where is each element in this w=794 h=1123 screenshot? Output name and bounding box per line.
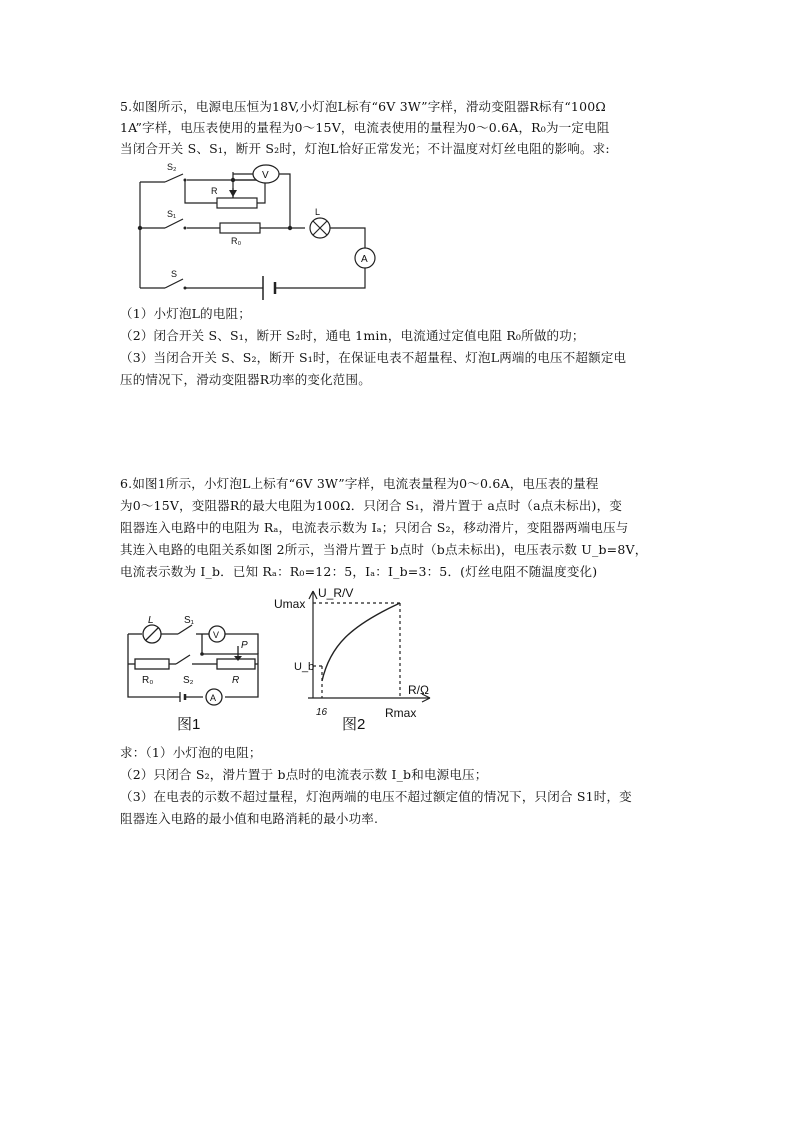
p6-fig1-circuit bbox=[120, 612, 270, 712]
svg-text:U_R/V: U_R/V bbox=[318, 586, 354, 600]
p6-line3: 阻器连入电路中的电阻为 Rₐ，电流表示数为 Iₐ；只闭合 S₂，移动滑片，变阻器两端电压与 bbox=[120, 520, 629, 535]
svg-text:A: A bbox=[210, 693, 217, 703]
svg-text:S₁: S₁ bbox=[184, 615, 195, 626]
p6-q3b: 阻器连入电路的最小值和电路消耗的最小功率. bbox=[120, 811, 379, 826]
svg-text:V: V bbox=[262, 170, 269, 181]
p5-line1: 5.如图所示，电源电压恒为18V,小灯泡L标有“6V 3W”字样，滑动变阻器R标有“100Ω bbox=[120, 99, 606, 114]
svg-text:L: L bbox=[148, 615, 154, 626]
svg-text:S: S bbox=[171, 269, 178, 279]
p6-line1: 6.如图1所示，小灯泡L上标有“6V 3W”字样，电流表量程为0～0.6A，电压表的量程 bbox=[120, 476, 599, 491]
svg-text:S₂: S₂ bbox=[183, 675, 194, 686]
svg-text:S₁: S₁ bbox=[167, 209, 177, 219]
p5-line3: 当闭合开关 S、S₁，断开 S₂时，灯泡L恰好正常发光；不计温度对灯丝电阻的影响。求: bbox=[120, 141, 610, 156]
fig2-caption: 图2 bbox=[342, 716, 366, 733]
fig1-caption: 图1 bbox=[177, 716, 201, 733]
p6-fig2-graph bbox=[270, 586, 445, 721]
p5-q3a: （3）当闭合开关 S、S₂，断开 S₁时，在保证电表不超量程、灯泡L两端的电压不超额定电 bbox=[120, 350, 627, 365]
s2-switch-blade bbox=[165, 174, 183, 182]
p6-ask: 求：（1）小灯泡的电阻； bbox=[120, 745, 262, 760]
svg-text:S₂: S₂ bbox=[167, 162, 177, 172]
svg-text:R₀: R₀ bbox=[142, 675, 154, 686]
ur-curve bbox=[322, 603, 400, 681]
svg-text:U_b: U_b bbox=[294, 661, 315, 673]
p6-line2: 为0～15V，变阻器R的最大电阻为100Ω．只闭合 S₁，滑片置于 a点时（a点未标出)，变 bbox=[120, 498, 623, 513]
fig1-rheostat bbox=[217, 659, 255, 669]
svg-text:R: R bbox=[232, 675, 240, 686]
s1-switch-blade bbox=[165, 219, 183, 228]
fig1-r0 bbox=[135, 659, 169, 669]
p5-q3b: 压的情况下，滑动变阻器R功率的变化范围。 bbox=[120, 372, 371, 387]
svg-text:A: A bbox=[361, 254, 368, 265]
p6-line4: 其连入电路的电阻关系如图 2所示，当滑片置于 b点时（b点未标出)，电压表示数 U_b=8V， bbox=[120, 542, 648, 557]
fig1-s1-blade bbox=[178, 625, 192, 634]
s-switch-blade bbox=[165, 279, 183, 288]
svg-text:L: L bbox=[315, 207, 321, 217]
svg-text:P: P bbox=[241, 640, 248, 651]
svg-text:R/Ω: R/Ω bbox=[408, 683, 429, 697]
p5-q1: （1）小灯泡L的电阻； bbox=[120, 306, 251, 321]
svg-text:16: 16 bbox=[316, 707, 328, 718]
p5-q2: （2）闭合开关 S、S₁，断开 S₂时，通电 1min，电流通过定值电阻 R₀所做的功； bbox=[120, 328, 585, 343]
svg-text:R: R bbox=[211, 186, 218, 196]
p5-circuit-diagram bbox=[125, 160, 385, 305]
svg-text:Rmax: Rmax bbox=[385, 706, 417, 720]
svg-text:V: V bbox=[213, 630, 220, 640]
svg-text:R₀: R₀ bbox=[231, 236, 242, 246]
resistor-r0 bbox=[220, 223, 260, 233]
p6-q3a: （3）在电表的示数不超过量程，灯泡两端的电压不超过额定值的情况下，只闭合 S1时，变 bbox=[120, 789, 632, 804]
p6-line5: 电流表示数为 I_b．已知 Rₐ：R₀=12：5，Iₐ：I_b=3：5．(灯丝电阻不随温度变化) bbox=[120, 564, 598, 579]
fig1-s2-blade bbox=[176, 655, 190, 664]
svg-text:Umax: Umax bbox=[274, 597, 306, 611]
p6-q2: （2）只闭合 S₂，滑片置于 b点时的电流表示数 I_b和电源电压； bbox=[120, 767, 488, 782]
rheostat-r bbox=[217, 198, 257, 208]
p5-line2: 1A”字样，电压表使用的量程为0～15V，电流表使用的量程为0～0.6A，R₀为一定电阻 bbox=[120, 120, 610, 135]
